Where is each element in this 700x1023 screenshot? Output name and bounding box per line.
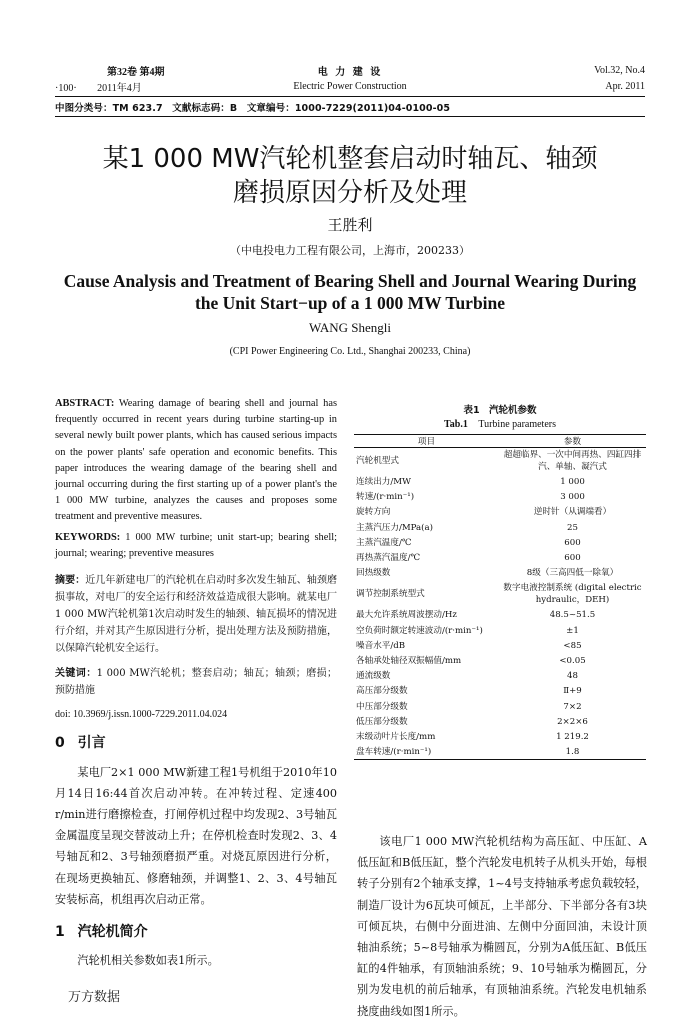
abstract-en [55, 396, 337, 526]
header-rule [55, 96, 645, 97]
table-cell-parameter: 噪音水平/dB [356, 640, 406, 651]
table-body [354, 448, 646, 760]
journal-header [55, 62, 645, 94]
table-row [354, 653, 646, 668]
table-cell-parameter: 汽轮机型式 [356, 456, 399, 467]
table-caption-en-label: Tab.1 [444, 419, 468, 430]
keywords-cn-text: 1 000 MW汽轮机；整套启动；轴瓦；轴颈；磨损；预防措施 [55, 668, 338, 697]
abstract-cn-label: 摘要： [55, 575, 86, 587]
right-column [357, 831, 647, 1022]
affiliation-cn: （中电投电力工程有限公司，上海市，200233） [230, 244, 470, 257]
table-cell-parameter: 中压部分级数 [356, 701, 408, 712]
section-1-title: 汽轮机简介 [77, 923, 148, 940]
table-row [354, 623, 646, 638]
abstract-cn-text: 近几年新建电厂的汽轮机在启动时多次发生轴瓦、轴颈磨损事故，对电厂的安全运行和经济效益造成很大影响。就某电厂1 000 MW汽轮机第1次启动时发生的轴颈、轴瓦损坏的情况进行介绍，并对其产生原因进行分析，提出处理方法及预防措施，以保障汽轮机安全运行。 [55, 575, 338, 655]
table-cell-value: Ⅱ+9 [563, 686, 582, 697]
table-row [354, 608, 646, 623]
table-cell-value: 2×2×6 [557, 716, 588, 727]
table-cell-parameter: 高压部分级数 [356, 686, 408, 697]
footer-watermark: 万方数据 [68, 990, 121, 1005]
keywords-cn-label: 关键词： [55, 668, 97, 680]
section-1-number: 1 [55, 923, 65, 940]
table-row [354, 669, 646, 684]
table-cell-parameter: 空负荷时额定转速波动/(r·min⁻¹) [356, 625, 483, 636]
left-column [55, 396, 337, 971]
table-cell-value: <85 [563, 640, 582, 651]
doi: doi: 10.3969/j.issn.1000-7229.2011.04.024 [55, 709, 228, 721]
affiliation-en: (CPI Power Engineering Co. Ltd., Shanghai 200233, China) [229, 346, 471, 357]
table-cell-parameter: 通流级数 [356, 671, 391, 682]
table-cell-value: 48 [567, 671, 578, 682]
table-cell-value: ±1 [566, 625, 579, 636]
table-row [354, 684, 646, 699]
table-row [354, 490, 646, 505]
table-cell-parameter: 各轴承处轴径双振幅值/mm [356, 655, 462, 666]
table-cell-parameter: 再热蒸汽温度/℃ [356, 553, 421, 564]
intro-paragraph: 某电厂2×1 000 MW新建工程1号机组于2010年10月14日16:44首次启动冲转。在冲转过程、定速400 r/min进行磨擦检查，打闸停机过程中均发现2、3号轴瓦金属温度呈现交替波动上升；在停机检查时发现2、3、4号轴瓦和2、3号轴颈磨损严重。对烧瓦原因进行分析，在现场更换轴瓦、修磨轴颈，并调整1、2、3、4号轴瓦安装标高，机组再次启动正常。 [55, 765, 337, 906]
table-caption-en [354, 418, 646, 432]
table-cell-value: 7×2 [563, 701, 582, 712]
title-cn-line-1: 某1 000 MW汽轮机整套启动时轴瓦、轴颈 [102, 144, 598, 174]
table-cell-parameter: 最大允许系统周波摆动/Hz [356, 610, 457, 621]
table-row [354, 550, 646, 565]
volume-cn: 第32卷 第4期 [107, 66, 165, 78]
section-1-heading [55, 924, 337, 940]
author-cn: 王胜利 [327, 216, 373, 234]
classification-line: 中图分类号：TM 623.7 文献标志码：B 文章编号：1000-7229(2011)04-0100-05 [55, 103, 451, 114]
table-row [354, 535, 646, 550]
table-cell-value: 600 [564, 537, 581, 548]
table-header-row [354, 435, 646, 448]
table-cell-parameter: 末级动叶片长度/mm [356, 731, 436, 742]
keywords-en [55, 530, 337, 562]
section-0-title: 引言 [77, 735, 106, 752]
page-number: ·100· [55, 82, 77, 94]
table-cell-value: 8级（三高四低一除氧） [526, 568, 619, 579]
table-cell-parameter: 主蒸汽压力/MPa(a) [356, 522, 434, 533]
table-row [354, 566, 646, 581]
table-row [354, 745, 646, 760]
table-row [354, 714, 646, 729]
title-en-line-1: Cause Analysis and Treatment of Bearing Shell and Journal Wearing During [63, 271, 637, 291]
table-cell-value: <0.05 [559, 655, 586, 666]
table-cell-parameter: 连续出力/MW [356, 477, 411, 488]
section-1-text: 汽轮机相关参数如表1所示。 [77, 954, 219, 968]
table-row [354, 505, 646, 520]
table-caption-en-text: Turbine parameters [478, 419, 556, 430]
keywords-en-text: 1 000 MW turbine; unit start-up; bearing shell; journal; wearing; preventive measures [55, 531, 337, 559]
table-cell-parameter: 主蒸汽温度/℃ [356, 537, 412, 548]
journal-name-en: Electric Power Construction [293, 80, 407, 92]
table-header-value: 参数 [499, 435, 646, 448]
journal-name-cn: 电 力 建 设 [317, 66, 383, 78]
title-en-line-2: the Unit Start−up of a 1 000 MW Turbine [194, 293, 506, 313]
table-cell-value: 数字电液控制系统 (digital electric hydraulic，DEH) [503, 583, 642, 606]
table-cell-parameter: 调节控制系统型式 [356, 589, 425, 600]
table-cell-value: 1.8 [499, 745, 646, 760]
section-0-number: 0 [55, 735, 65, 752]
parameters-table [354, 434, 646, 760]
table-cell-value: 25 [567, 522, 578, 533]
date-en: Apr. 2011 [605, 80, 645, 92]
title-cn-line-2: 磨损原因分析及处理 [232, 178, 467, 208]
table-header-item: 项目 [354, 435, 499, 448]
abstract-text: Wearing damage of bearing shell and journal has frequently occurred in recent years during turbine starting-up in several newly built power plants, which has caused serious impacts on the power plants' safe operation and economic benefits. This paper introduces the wearing damage of the bearing shell and journal occurring during the first starting up of a power plant's the 1 000 MW turbine, analyzes the causes and proposes some treatment and preventive measures. [55, 398, 337, 523]
parameters-table-block [354, 404, 646, 760]
table-cell-value: 1 219.2 [556, 731, 589, 742]
table-cell-parameter: 回热级数 [356, 568, 391, 579]
section-0-heading [55, 735, 337, 751]
date-cn: 2011年4月 [97, 82, 142, 94]
volume-en: Vol.32, No.4 [594, 64, 645, 76]
table-cell-value: 超超临界、一次中间再热、四缸四排汽、单轴、凝汽式 [503, 450, 642, 473]
abstract-label: ABSTRACT: [55, 398, 115, 409]
table-caption-cn: 表1 汽轮机参数 [463, 405, 537, 416]
table-cell-parameter: 盘车转速/(r·min⁻¹) [354, 745, 499, 760]
table-cell-value: 3 000 [560, 492, 585, 503]
table-cell-value: 1 000 [560, 477, 585, 488]
table-row [354, 475, 646, 490]
table-row [354, 448, 646, 475]
keywords-cn [55, 665, 337, 699]
table-cell-parameter: 低压部分级数 [356, 716, 408, 727]
table-cell-value: 600 [564, 553, 581, 564]
abstract-cn [55, 572, 337, 657]
right-paragraph: 该电厂1 000 MW汽轮机结构为高压缸、中压缸、A低压缸和B低压缸，整个汽轮发电机转子从机头开始，每根转子分别有2个轴承支撑，1~4号支持轴承考虑负载较轻，制造厂设计为6瓦块可倾瓦，上半部分、下半部分各有3块可倾瓦块，右侧中分面进油、左侧中分面回油，未设计顶轴油系统；5~8号轴承为椭圆瓦，分别为A低压缸、B低压缸的4件轴承，有顶轴油系统；9、10号轴承为椭圆瓦，分别为发电机的前后轴承，有顶轴油系统。汽轮发电机轴系挠度曲线如图1所示。 [357, 835, 647, 1018]
title-en [40, 270, 660, 314]
table-row [354, 520, 646, 535]
classification-rule [55, 116, 645, 117]
table-cell-parameter: 旋转方向 [356, 507, 391, 518]
table-cell-value: 逆时针（从调端看） [533, 507, 612, 518]
table-cell-value: 48.5~51.5 [549, 610, 596, 621]
keywords-en-label: KEYWORDS: [55, 531, 121, 543]
table-row [354, 581, 646, 608]
author-en: WANG Shengli [309, 320, 391, 335]
table-row [354, 699, 646, 714]
table-cell-parameter: 转速/(r·min⁻¹) [356, 492, 415, 503]
table-row [354, 638, 646, 653]
title-cn [0, 142, 700, 210]
table-row [354, 729, 646, 744]
